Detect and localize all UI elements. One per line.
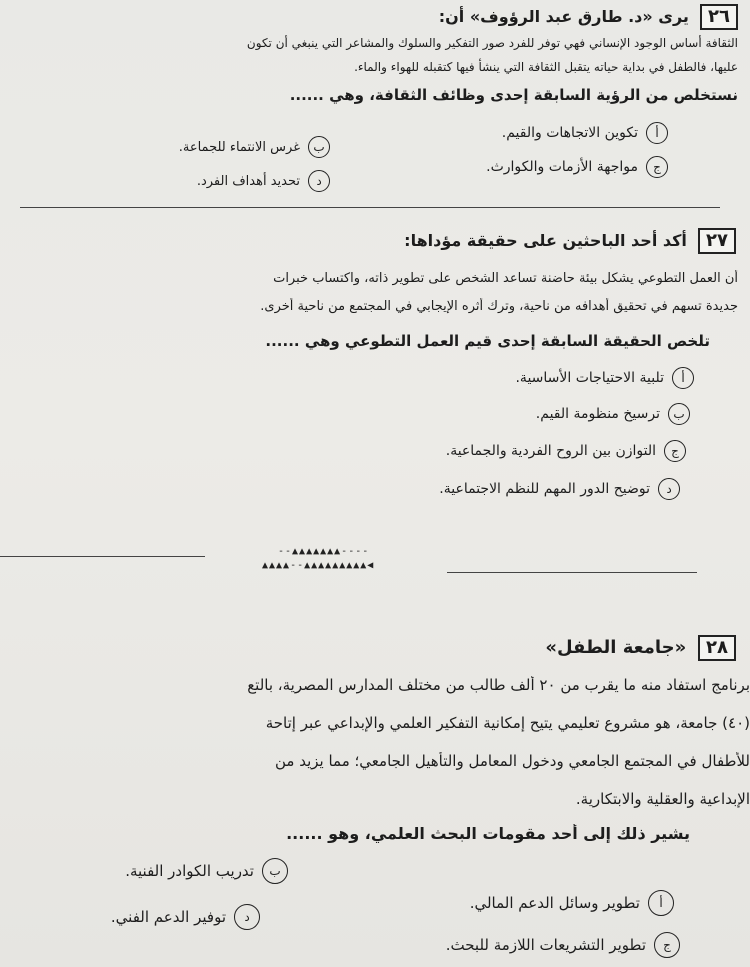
separator-left [0,556,205,557]
q28-option-d[interactable] [111,904,260,930]
q28-option-a-letter: أ [648,890,674,916]
q28-option-b[interactable] [125,858,288,884]
q26-question: نستخلص من الرؤية السابقة إحدى وظائف الثقافة، وهي ...... [289,86,738,104]
q26-option-b-text: غرس الانتماء للجماعة. [178,139,300,155]
q28-option-c-letter: ج [654,932,680,958]
q27-header [12,228,736,254]
q26-option-c-letter: ج [646,156,668,178]
q26-option-d[interactable] [197,170,330,192]
q28-question: يشير ذلك إلى أحد مقومات البحث العلمي، وهو ...... [286,824,690,843]
q27-option-c-text: التوازن بين الروح الفردية والجماعية. [445,443,656,459]
q26-option-a-text: تكوين الاتجاهات والقيم. [501,125,638,141]
q26-option-d-text: تحديد أهداف الفرد. [196,173,300,189]
separator-ornament-top: --▲▲▲▲▲▲▲---- [278,546,370,557]
q28-header [12,635,736,661]
q28-option-b-text: تدريب الكوادر الفنية. [125,862,254,880]
q28-option-a[interactable] [470,890,674,916]
q27-option-a-text: تلبية الاحتياجات الأساسية. [515,370,664,386]
q28-option-c[interactable] [446,932,680,958]
q26-line2: عليها، فالطفل في بداية حياته يتقبل الثقافة التي ينشأ فيها كتقبله للهواء والماء. [354,60,738,74]
q28-option-d-text: توفير الدعم الفني. [110,908,226,926]
q26-option-c[interactable] [486,156,668,178]
q27-line2: جديدة تسهم في تحقيق أهدافه من ناحية، وترك أثره الإيجابي في المجتمع من ناحية أخرى. [260,299,738,314]
q26-header [12,4,738,30]
q27-option-d-letter: د [658,478,680,500]
q26-option-c-text: مواجهة الأزمات والكوارث. [486,159,638,175]
q27-number: ٢٧ [698,228,736,254]
q27-option-b-letter: ب [668,403,690,425]
q28-option-c-text: تطوير التشريعات اللازمة للبحث. [445,936,646,954]
q28-line3: للأطفال في المجتمع الجامعي ودخول المعامل والتأهيل الجامعي؛ مما يزيد من [275,752,750,770]
q26-option-b-letter: ب [308,136,330,158]
q27-option-d-text: توضيح الدور المهم للنظم الاجتماعية. [439,481,650,497]
q28-number: ٢٨ [698,635,736,661]
q27-option-a[interactable] [515,367,694,389]
q26-option-d-letter: د [308,170,330,192]
q27-question: تلخص الحقيقة السابقة إحدى قيم العمل التطوعي وهي ...... [265,332,710,350]
q28-option-d-letter: د [234,904,260,930]
q27-option-c[interactable] [446,440,686,462]
q27-option-b-text: ترسيخ منظومة القيم. [535,406,660,422]
q27-option-b[interactable] [536,403,690,425]
q28-option-b-letter: ب [262,858,288,884]
q26-option-b[interactable] [179,136,330,158]
q26-number: ٢٦ [700,4,738,30]
q28-option-a-text: تطوير وسائل الدعم المالي. [469,894,640,912]
q26-line1: الثقافة أساس الوجود الإنساني فهي توفر للفرد صور التفكير والسلوك والمشاعر التي ينبغي أن تكون [246,36,738,50]
separator-right [447,572,697,573]
q28-line4: الإبداعية والعقلية والابتكارية. [575,790,750,808]
separator-ornament-bottom: ▲▲▲▲--▲▲▲▲▲▲▲▲▲◀ [262,560,375,571]
q27-option-a-letter: أ [672,367,694,389]
q26-option-a[interactable] [502,122,668,144]
q26-title: يرى «د. طارق عبد الرؤوف» أن: [438,7,689,26]
q27-line1: أن العمل التطوعي يشكل بيئة حاضنة تساعد الشخص على تطوير ذاته، واكتساب خبرات [273,271,738,286]
divider-26-27 [20,207,720,208]
q28-title: «جامعة الطفل» [545,637,687,658]
q28-line2: (٤٠) جامعة، هو مشروع تعليمي يتيح إمكانية التفكير العلمي والإبداعي عبر إتاحة [265,714,750,732]
q27-option-d[interactable] [439,478,680,500]
q28-line1: برنامج استفاد منه ما يقرب من ٢٠ ألف طالب من مختلف المدارس المصرية، بالتع [247,676,750,694]
q27-option-c-letter: ج [664,440,686,462]
q27-title: أكد أحد الباحثين على حقيقة مؤداها: [404,231,687,250]
q26-option-a-letter: أ [646,122,668,144]
